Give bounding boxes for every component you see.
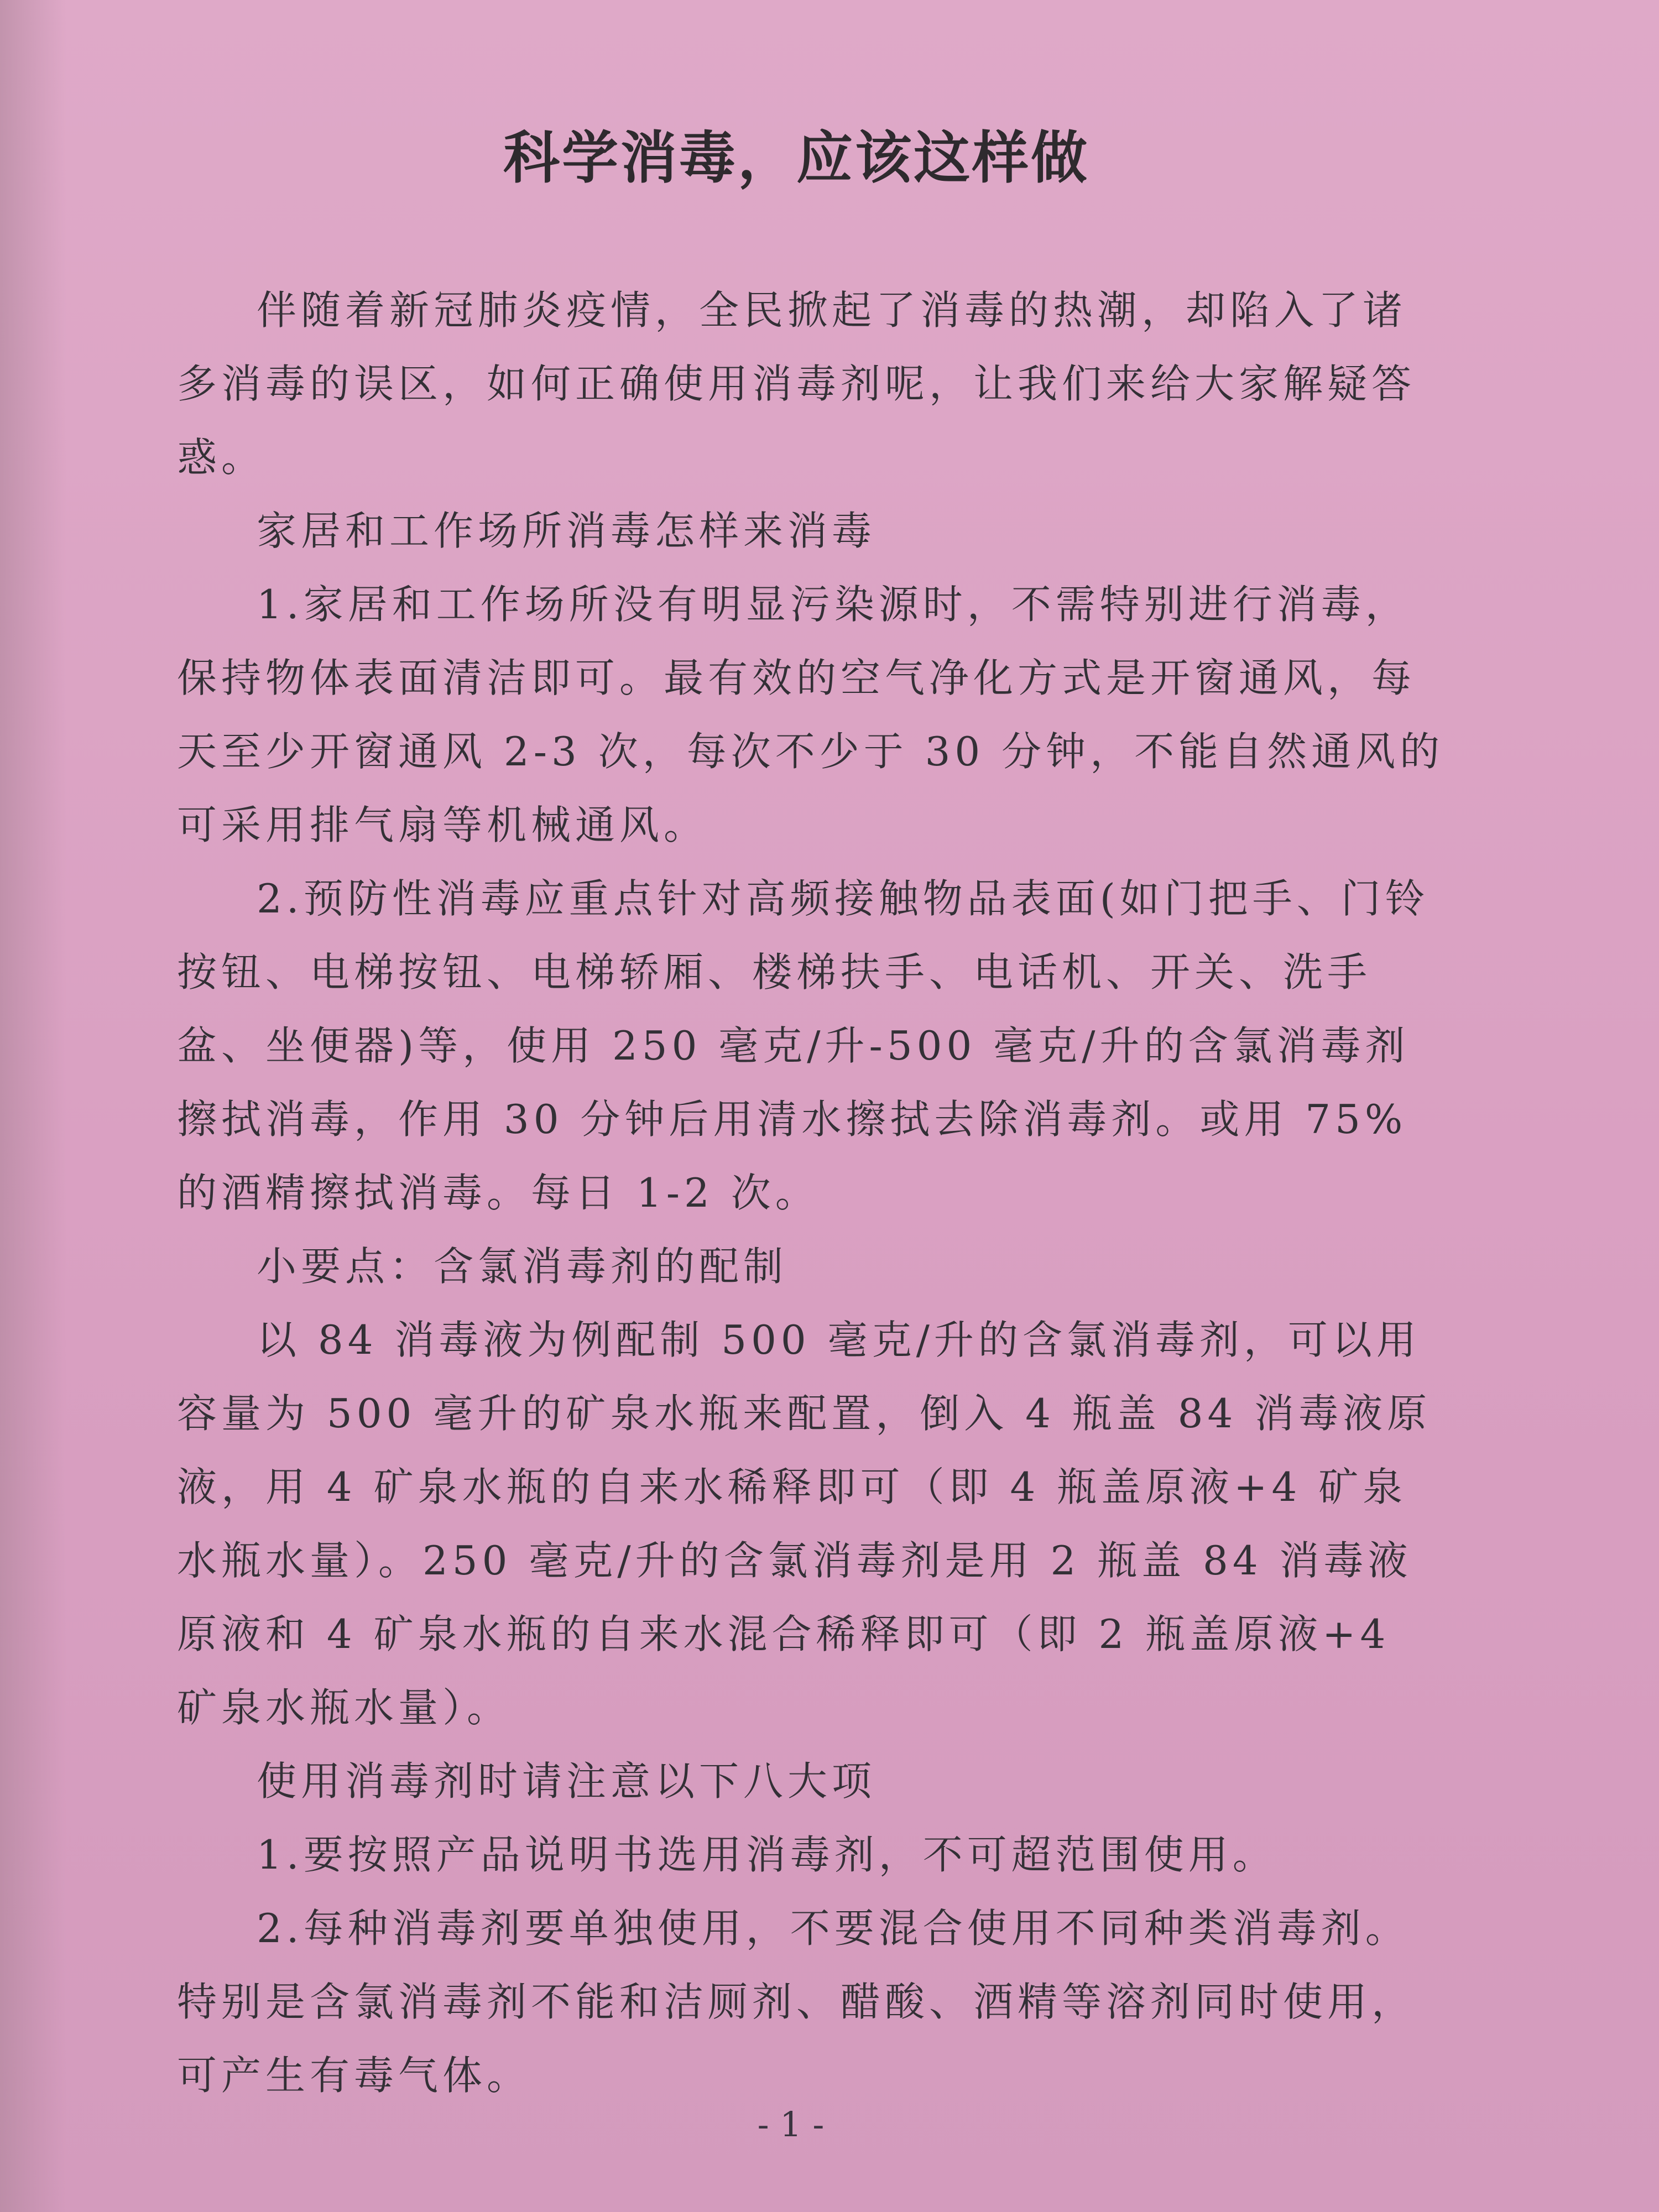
document-body: [177, 274, 1449, 2112]
precaution-item-2: 2.每种消毒剂要单独使用，不要混合使用不同种类消毒剂。特别是含氯消毒剂不能和洁厕剂、醋酸、酒精等溶剂同时使用，可产生有毒气体。: [177, 1905, 1416, 2099]
document-title: 科学消毒，应该这样做: [503, 125, 1089, 191]
tip-heading-chlorine-preparation: 小要点：含氯消毒剂的配制: [257, 1243, 788, 1290]
section-heading-home-workplace: 家居和工作场所消毒怎样来消毒: [257, 508, 877, 554]
precaution-item-1: 1.要按照产品说明书选用消毒剂，不可超范围使用。: [257, 1832, 1277, 1878]
intro-paragraph: 伴随着新冠肺炎疫情，全民掀起了消毒的热潮，却陷入了诸多消毒的误区，如何正确使用消毒剂呢，让我们来给大家解疑答惑。: [177, 287, 1416, 481]
page-number: - 1 -: [757, 2104, 825, 2145]
paragraph-chlorine-preparation: 以 84 消毒液为例配制 500 毫克/升的含氯消毒剂，可以用容量为 500 毫升的矿泉水瓶来配置，倒入 4 瓶盖 84 消毒液原液，用 4 矿泉水瓶的自来水稀释即可（即 4 瓶盖原液+4 矿泉水瓶水量）。250 毫克/升的含氯消毒剂是用 2 瓶盖 84 消毒液原液和 4 矿泉水瓶的自来水混合稀释即可（即 2 瓶盖原液+4 矿泉水瓶水量）。: [177, 1317, 1432, 1731]
page-shadow: [0, 0, 66, 2212]
paragraph-ventilation: 1.家居和工作场所没有明显污染源时，不需特别进行消毒，保持物体表面清洁即可。最有效的空气净化方式是开窗通风，每天至少开窗通风 2-3 次，每次不少于 30 分钟，不能自然通风的可采用排气扇等机械通风。: [177, 581, 1444, 848]
paragraph-preventive-disinfection: 2.预防性消毒应重点针对高频接触物品表面(如门把手、门铃按钮、电梯按钮、电梯轿厢、楼梯扶手、电话机、开关、洗手盆、坐便器)等，使用 250 毫克/升-500 毫克/升的含氯消毒剂擦拭消毒，作用 30 分钟后用清水擦拭去除消毒剂。或用 75%的酒精擦拭消毒。每日 1-2 次。: [177, 875, 1430, 1216]
section-heading-precautions: 使用消毒剂时请注意以下八大项: [257, 1758, 877, 1804]
